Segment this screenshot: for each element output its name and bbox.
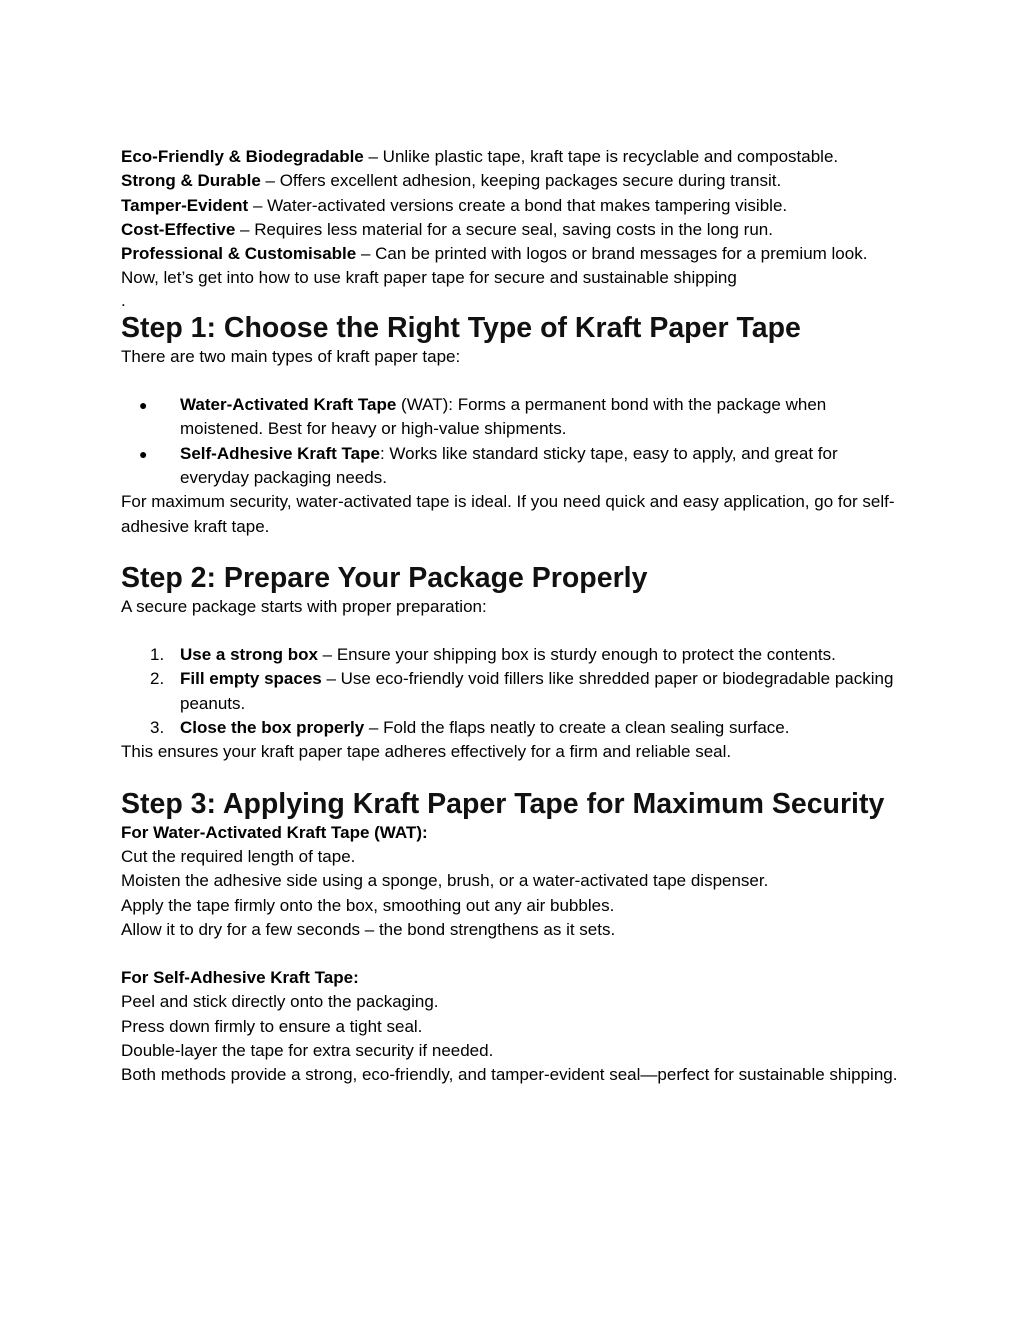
benefit-item: Cost-Effective – Requires less material for a secure seal, saving costs in the long run. — [121, 219, 773, 239]
list-item: ● Water-Activated Kraft Tape (WAT): Forms a permanent bond with the package when moistened. Best for heavy or high-value shipments. — [139, 395, 827, 439]
spacer — [121, 765, 911, 787]
step3-closing: Both methods provide a strong, eco-friendly, and tamper-evident seal—perfect for sustainable shipping. — [121, 1065, 898, 1085]
list-item: 1. Use a strong box – Ensure your shipping box is sturdy enough to protect the contents. — [121, 643, 911, 667]
list-item: 2. Fill empty spaces – Use eco-friendly void fillers like shredded paper or biodegradable packing peanuts. — [150, 669, 894, 713]
intro-closing: Now, let’s get into how to use kraft paper tape for secure and sustainable shipping — [121, 268, 737, 288]
spacer — [121, 619, 911, 643]
step1-closing: For maximum security, water-activated tape is ideal. If you need quick and easy application, go for self-adhesive kraft tape. — [121, 492, 895, 536]
step3-heading: Step 3: Applying Kraft Paper Tape for Maximum Security — [121, 787, 885, 820]
step1-lead: There are two main types of kraft paper tape: — [121, 346, 461, 366]
step1-bullet-list — [121, 393, 911, 490]
self-adhesive-line: Double-layer the tape for extra security if needed. — [121, 1041, 494, 1061]
list-number: 1. — [150, 645, 165, 665]
self-adhesive-subtitle: For Self-Adhesive Kraft Tape: — [121, 968, 359, 988]
list-item: ● Self-Adhesive Kraft Tape: Works like standard sticky tape, easy to apply, and great for everyday packaging needs. — [139, 443, 838, 487]
step2-lead: A secure package starts with proper preparation: — [121, 596, 487, 616]
spacer — [121, 539, 911, 561]
bullet-icon: ● — [139, 445, 148, 462]
list-number: 2. — [150, 669, 165, 689]
spacer — [121, 942, 911, 966]
step2-heading: Step 2: Prepare Your Package Properly — [121, 561, 648, 594]
benefit-item: Strong & Durable – Offers excellent adhesion, keeping packages secure during transit. — [121, 171, 782, 191]
document-page — [121, 145, 911, 1088]
step2-closing: This ensures your kraft paper tape adheres effectively for a firm and reliable seal. — [121, 742, 732, 762]
list-number: 3. — [150, 718, 165, 738]
benefit-item: Eco-Friendly & Biodegradable – Unlike plastic tape, kraft tape is recyclable and compostable. — [121, 147, 839, 166]
step2-numbered-list — [121, 643, 911, 740]
self-adhesive-line: Press down firmly to ensure a tight seal. — [121, 1016, 423, 1036]
benefits-list — [121, 145, 911, 266]
step1-heading: Step 1: Choose the Right Type of Kraft Paper Tape — [121, 311, 801, 344]
self-adhesive-line: Peel and stick directly onto the packaging. — [121, 992, 439, 1012]
bullet-icon: ● — [139, 397, 148, 414]
benefit-item: Professional & Customisable – Can be printed with logos or brand messages for a premium look. — [121, 244, 868, 264]
wat-line: Cut the required length of tape. — [121, 846, 356, 866]
wat-line: Moisten the adhesive side using a sponge, brush, or a water-activated tape dispenser. — [121, 871, 769, 891]
wat-line: Apply the tape firmly onto the box, smoothing out any air bubbles. — [121, 895, 615, 915]
wat-subtitle: For Water-Activated Kraft Tape (WAT): — [121, 822, 428, 842]
wat-line: Allow it to dry for a few seconds – the bond strengthens as it sets. — [121, 919, 616, 939]
intro-dot: . — [121, 290, 126, 310]
benefit-item: Tamper-Evident – Water-activated versions create a bond that makes tampering visible. — [121, 195, 788, 215]
spacer — [121, 369, 911, 393]
list-item: 3. Close the box properly – Fold the flaps neatly to create a clean sealing surface. — [121, 716, 911, 740]
